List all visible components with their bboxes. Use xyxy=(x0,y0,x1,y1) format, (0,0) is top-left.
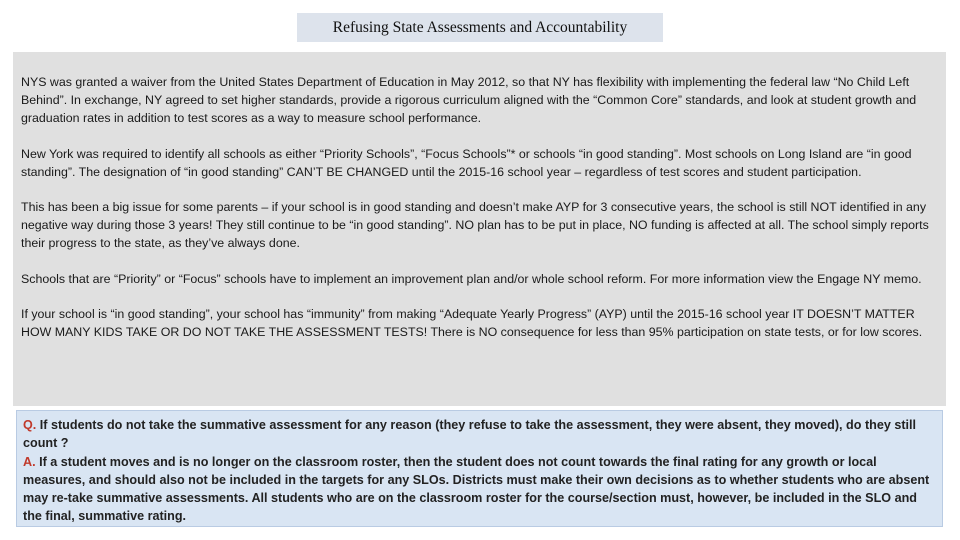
paragraph-priority-focus: Schools that are “Priority” or “Focus” schools have to implement an improvement plan and/or whole school reform. For more information view the Engage NY memo. xyxy=(21,271,922,286)
slide-title xyxy=(297,13,663,42)
question-marker: Q. xyxy=(23,418,37,432)
qa-panel xyxy=(16,410,943,527)
answer-text: If a student moves and is no longer on the classroom roster, then the student does not count towards the final rating for any growth or local measures, and should also not be included in the targets for any SLOs. Districts must make their own decisions as to whether students who are absent may re-take summative assessments. All students who are on the classroom roster for the course/section must, however, be included in the SLO and the final, summative rating. xyxy=(23,454,930,524)
answer-marker: A. xyxy=(23,454,36,469)
paragraph-waiver: NYS was granted a waiver from the United States Department of Education in May 2012, so that NY has flexibility with implementing the federal law “No Child Left Behind”. In exchange, NY agreed to set higher standards, provide a rigorous curriculum aligned with the “Common Core” standards, and look at student growth and graduation rates in addition to test scores as a way to measure school performance. xyxy=(21,75,917,125)
question-text: If students do not take the summative assessment for any reason (they refuse to take the assessment, they were absent, they moved), do they still count ? xyxy=(23,418,917,451)
qa-question xyxy=(23,416,936,453)
slide-title-text: Refusing State Assessments and Accountability xyxy=(332,18,628,36)
main-text-panel xyxy=(13,52,946,406)
qa-answer xyxy=(23,453,936,526)
paragraph-immunity: If your school is “in good standing”, your school has “immunity” from making “Adequate Yearly Progress” (AYP) until the 2015-16 school year IT DOESN’T MATTER HOW MANY KIDS TAKE OR DO NOT TAKE THE ASSESSMENT TESTS! There is NO consequence for less than 95% participation on state tests, or for low scores. xyxy=(21,307,923,339)
paragraph-school-designations: New York was required to identify all schools as either “Priority Schools”, “Focus Schools”* or schools “in good standing”. Most schools on Long Island are “in good standing”. The designation of “in good standing” CAN’T BE CHANGED until the 2015-16 school year – regardless of test scores and student participation. xyxy=(21,146,912,179)
paragraph-ayp-issue: This has been a big issue for some parents – if your school is in good standing and doesn’t make AYP for 3 consecutive years, the school is still NOT identified in any negative way during those 3 years! They still continue to be “in good standing”. NO plan has to be put in place, NO funding is affected at all. The school simply reports their progress to the state, as they’ve always done. xyxy=(21,200,929,250)
